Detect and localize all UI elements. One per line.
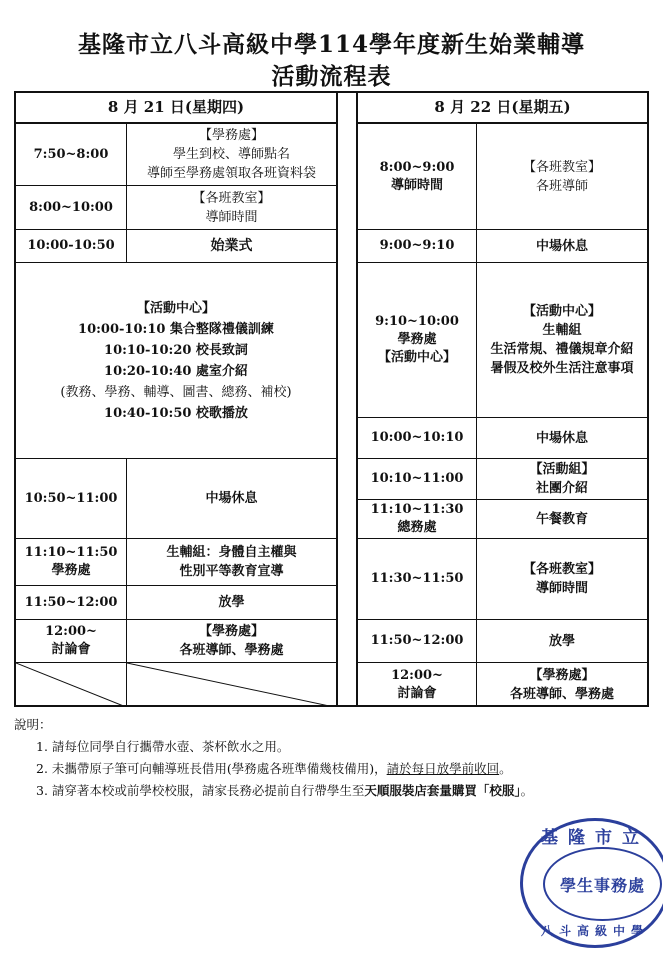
notes-section <box>14 714 654 802</box>
row-time: 9:10~10:00 學務處 【活動中心】 <box>358 263 477 417</box>
day1-row-7 <box>16 586 336 620</box>
row-detail: 生輔組：身體自主權與 性別平等教育宣導 <box>166 545 297 579</box>
diagonal-line <box>16 663 126 707</box>
note-item-2: 2. 未攜帶原子筆可向輔導班長借用(學務處各班準備幾枝備用)，請於每日放學前收回。 <box>36 761 512 776</box>
row-time: 10:10~11:00 <box>358 459 477 499</box>
day1-row-4 <box>16 263 336 459</box>
day1-row-5 <box>16 459 336 539</box>
row-detail: 放學 <box>548 633 575 649</box>
row-detail: 中場休息 <box>535 238 588 254</box>
row-time: 11:30~11:50 <box>358 539 477 619</box>
day1-row-1 <box>16 124 336 186</box>
day2-row-4 <box>358 418 647 459</box>
diagonal-line <box>127 663 334 707</box>
row-detail: 放學 <box>218 595 245 610</box>
day2-row-1 <box>358 124 647 230</box>
day2-header: 8 月 22 日(星期五) <box>358 93 647 124</box>
document-title: 基隆市立八斗高級中學114學年度新生始業輔導 <box>77 31 585 58</box>
row-time: 8:00~9:00 導師時間 <box>358 124 477 229</box>
row-time: 9:00~9:10 <box>358 230 477 262</box>
notes-label: 說明： <box>14 717 52 732</box>
day1-row-8 <box>16 620 336 663</box>
row-time: 8:00~10:00 <box>16 186 127 229</box>
day1-row-2 <box>16 186 336 230</box>
row-detail: 【各班教室】 各班導師 <box>522 159 601 194</box>
row-detail: 中場休息 <box>205 491 258 506</box>
empty-cell-diagonals <box>16 663 334 707</box>
stamp-top-text: 基隆市立 <box>541 828 649 848</box>
day1-row-3 <box>16 230 336 263</box>
stamp-bottom-text: 八斗高級中學 <box>540 924 649 938</box>
schedule-table <box>14 91 649 707</box>
row-time: 7:50~8:00 <box>16 124 127 185</box>
row-time: 11:10~11:30 總務處 <box>358 500 477 538</box>
row-time: 10:00-10:50 <box>16 230 127 262</box>
day2-row-3 <box>358 263 647 418</box>
day2-row-6 <box>358 500 647 539</box>
day2-row-7 <box>358 539 647 620</box>
row-time: 11:50~12:00 <box>358 620 477 662</box>
note-item-1: 1. 請每位同學自行攜帶水壺、茶杯飲水之用。 <box>36 739 290 754</box>
row-detail: 中場休息 <box>535 430 588 446</box>
row-time: 12:00~ 討論會 <box>358 663 477 707</box>
row-detail: 【學務處】 學生到校、導師點名 導師至學務處領取各班資料袋 <box>146 128 316 181</box>
row-detail: 【活動中心】 10:00-10:10 集合整隊禮儀訓練 10:10-10:20 校長致詞 10:20-10:40 處室介紹 (教務、學務、輔導、圖書、總務、補校) 10:40-10:50 校歌播放 <box>60 300 292 421</box>
day2-row-2 <box>358 230 647 263</box>
row-detail: 【各班教室】 導師時間 <box>522 562 601 596</box>
row-detail: 午餐教育 <box>535 511 588 527</box>
day1-header: 8 月 21 日(星期四) <box>16 93 336 124</box>
document-subtitle: 活動流程表 <box>271 63 392 90</box>
note-item-3: 3. 請穿著本校或前學校校服，請家長務必提前自行帶學生至天順服裝店套量購買「校服」。 <box>36 783 534 798</box>
row-time: 11:50~12:00 <box>16 586 127 619</box>
row-time: 10:50~11:00 <box>16 459 127 538</box>
row-detail: 【學務處】 各班導師、學務處 <box>509 668 614 702</box>
row-time: 11:10~11:50 學務處 <box>16 539 127 585</box>
row-detail: 始業式 <box>210 237 253 254</box>
day2-row-9 <box>358 663 647 707</box>
row-detail: 【活動組】 社團介紹 <box>529 462 595 496</box>
day1-column <box>16 93 338 705</box>
day2-row-5 <box>358 459 647 500</box>
day2-column <box>356 93 647 705</box>
row-detail: 【學務處】 各班導師、學務處 <box>179 624 284 658</box>
row-time: 12:00~ 討論會 <box>16 620 127 662</box>
day2-row-8 <box>358 620 647 663</box>
office-seal-stamp <box>520 818 663 948</box>
row-detail: 【活動中心】 生輔組 生活常規、禮儀規章介紹 暑假及校外生活注意事項 <box>490 304 634 376</box>
row-detail: 【各班教室】 導師時間 <box>192 190 271 225</box>
stamp-center-text: 學生事務處 <box>543 847 662 921</box>
day1-row-6 <box>16 539 336 586</box>
row-time: 10:00~10:10 <box>358 418 477 458</box>
day1-row-9-empty <box>16 663 336 707</box>
